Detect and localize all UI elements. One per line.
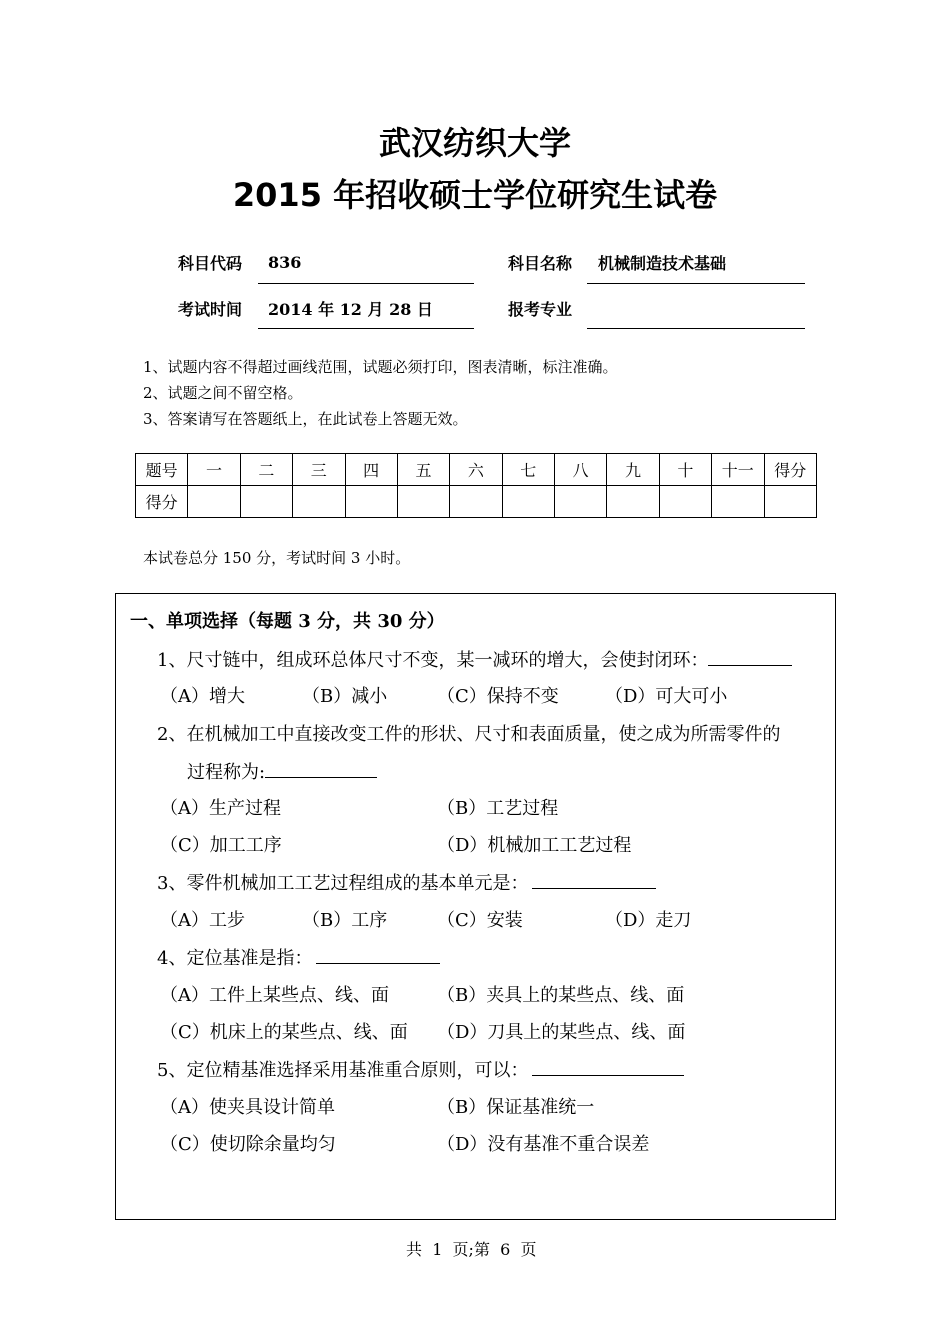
question-1-stem bbox=[157, 646, 792, 672]
subject-code-underline bbox=[258, 283, 474, 284]
q4-option-a: （A）工件上某些点、线、面 bbox=[160, 985, 389, 1006]
score-cell bbox=[293, 486, 345, 518]
score-cell bbox=[397, 486, 449, 518]
question-5-stem bbox=[157, 1056, 684, 1082]
q2-option-a: （A）生产过程 bbox=[160, 798, 281, 819]
q5-option-d: （D）没有基准不重合误差 bbox=[437, 1134, 650, 1155]
footer-total-pages: 1 bbox=[432, 1240, 443, 1259]
q1-option-c: （C）保持不变 bbox=[437, 686, 559, 707]
exam-title: 2015 年招收硕士学位研究生试卷 bbox=[232, 176, 718, 214]
subject-name-label: 科目名称 bbox=[508, 254, 573, 273]
q1-option-b: （B）减小 bbox=[302, 686, 388, 707]
score-header-cell: 十一 bbox=[712, 454, 764, 486]
score-header-cell: 五 bbox=[397, 454, 449, 486]
answer-blank bbox=[532, 872, 656, 889]
exam-time-underline bbox=[258, 328, 474, 329]
score-cell bbox=[659, 486, 711, 518]
question-5-text: 5、定位精基准选择采用基准重合原则，可以： bbox=[157, 1060, 529, 1081]
major-label: 报考专业 bbox=[508, 300, 573, 319]
score-cell bbox=[240, 486, 292, 518]
score-cell bbox=[188, 486, 240, 518]
score-table-header-row bbox=[136, 454, 817, 486]
q1-option-a: （A）增大 bbox=[160, 686, 245, 707]
score-header-cell: 七 bbox=[502, 454, 554, 486]
q3-option-b: （B）工序 bbox=[302, 910, 388, 931]
university-title: 武汉纺织大学 bbox=[378, 124, 571, 162]
question-3-text: 3、零件机械加工工艺过程组成的基本单元是： bbox=[157, 873, 529, 894]
q2-option-b: （B）工艺过程 bbox=[437, 798, 559, 819]
score-header-cell: 三 bbox=[293, 454, 345, 486]
q3-option-d: （D）走刀 bbox=[605, 910, 692, 931]
answer-blank bbox=[532, 1059, 684, 1076]
note-2: 2、试题之间不留空格。 bbox=[143, 384, 303, 402]
score-table-score-row bbox=[136, 486, 817, 518]
answer-blank bbox=[708, 649, 792, 666]
score-table bbox=[135, 453, 817, 518]
q5-option-c: （C）使切除余量均匀 bbox=[160, 1134, 336, 1155]
score-header-cell: 十 bbox=[659, 454, 711, 486]
score-cell bbox=[345, 486, 397, 518]
score-cell bbox=[555, 486, 607, 518]
footer-total-prefix: 共 bbox=[406, 1240, 423, 1259]
score-cell bbox=[712, 486, 764, 518]
footer-page-suffix: 页 bbox=[520, 1240, 537, 1259]
q4-option-d: （D）刀具上的某些点、线、面 bbox=[437, 1022, 686, 1043]
answer-blank bbox=[316, 947, 440, 964]
exam-summary: 本试卷总分 150 分，考试时间 3 小时。 bbox=[143, 549, 411, 567]
question-4-stem bbox=[157, 944, 440, 970]
score-header-cell: 题号 bbox=[136, 454, 188, 486]
footer-total-suffix: 页; bbox=[452, 1240, 474, 1259]
question-3-stem bbox=[157, 869, 656, 895]
q2-option-d: （D）机械加工工艺过程 bbox=[437, 835, 632, 856]
q5-option-a: （A）使夹具设计简单 bbox=[160, 1097, 335, 1118]
score-cell bbox=[450, 486, 502, 518]
note-1: 1、试题内容不得超过画线范围，试题必须打印，图表清晰，标注准确。 bbox=[143, 358, 618, 376]
section-title: 一、单项选择（每题 3 分，共 30 分） bbox=[130, 611, 445, 632]
footer-page-number: 6 bbox=[500, 1240, 511, 1259]
score-header-cell: 四 bbox=[345, 454, 397, 486]
score-row-label: 得分 bbox=[136, 486, 188, 518]
score-header-cell: 二 bbox=[240, 454, 292, 486]
question-1-text: 1、尺寸链中，组成环总体尺寸不变，某一减环的增大，会使封闭环： bbox=[157, 650, 709, 671]
score-header-cell: 九 bbox=[607, 454, 659, 486]
subject-code-label: 科目代码 bbox=[178, 254, 243, 273]
subject-name-underline bbox=[587, 283, 805, 284]
score-cell bbox=[502, 486, 554, 518]
exam-time-value: 2014 年 12 月 28 日 bbox=[268, 300, 433, 319]
score-cell bbox=[764, 486, 817, 518]
answer-blank bbox=[265, 761, 377, 778]
subject-code-value: 836 bbox=[268, 253, 302, 272]
note-3: 3、答案请写在答题纸上，在此试卷上答题无效。 bbox=[143, 410, 468, 428]
major-underline bbox=[587, 328, 805, 329]
q3-option-c: （C）安装 bbox=[437, 910, 523, 931]
score-header-cell: 得分 bbox=[764, 454, 817, 486]
q3-option-a: （A）工步 bbox=[160, 910, 245, 931]
q1-option-d: （D）可大可小 bbox=[605, 686, 728, 707]
page-footer bbox=[406, 1237, 537, 1260]
subject-name-value: 机械制造技术基础 bbox=[598, 254, 727, 273]
question-2-text: 过程称为: bbox=[187, 762, 266, 783]
question-4-text: 4、定位基准是指： bbox=[157, 948, 313, 969]
exam-time-label: 考试时间 bbox=[178, 300, 243, 319]
footer-page-prefix: 第 bbox=[473, 1240, 490, 1259]
q5-option-b: （B）保证基准统一 bbox=[437, 1097, 595, 1118]
score-header-cell: 一 bbox=[188, 454, 240, 486]
score-header-cell: 六 bbox=[450, 454, 502, 486]
q4-option-c: （C）机床上的某些点、线、面 bbox=[160, 1022, 408, 1043]
question-2-stem: 2、在机械加工中直接改变工件的形状、尺寸和表面质量，使之成为所需零件的 bbox=[157, 724, 781, 745]
q4-option-b: （B）夹具上的某些点、线、面 bbox=[437, 985, 685, 1006]
score-cell bbox=[607, 486, 659, 518]
q2-option-c: （C）加工工序 bbox=[160, 835, 282, 856]
question-2-stem-cont bbox=[187, 758, 377, 784]
score-header-cell: 八 bbox=[555, 454, 607, 486]
